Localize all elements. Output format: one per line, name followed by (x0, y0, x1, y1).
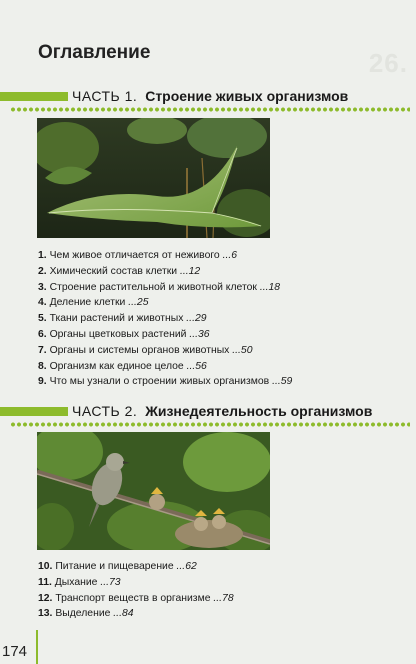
part2-dotted-rule (10, 422, 410, 427)
part2-photo-bird-nest (37, 432, 270, 550)
part1-title: Строение живых организмов (145, 88, 349, 104)
toc-item[interactable]: 12. Транспорт веществ в организме ...78 (38, 592, 234, 604)
toc-item[interactable]: 6. Органы цветковых растений ...36 (38, 328, 210, 340)
part1-number: ЧАСТЬ 1. (72, 88, 138, 104)
part1-label (72, 88, 348, 104)
part2-toc-list (38, 559, 396, 622)
toc-item[interactable]: 3. Строение растительной и животной клеток ...18 (38, 281, 281, 293)
part1-toc-list (38, 248, 396, 390)
toc-item[interactable]: 10. Питание и пищеварение ...62 (38, 561, 197, 572)
page-number-bar (36, 630, 38, 664)
part2-accent-bar (0, 407, 68, 416)
toc-item[interactable]: 11. Дыхание ...73 (38, 576, 121, 588)
leaf-photo-illustration (37, 118, 270, 238)
part1-photo-leaf (37, 118, 270, 238)
toc-item[interactable]: 9. Что мы узнали о строении живых организмов ...59 (38, 376, 293, 388)
toc-item[interactable]: 8. Организм как единое целое ...56 (38, 360, 207, 372)
part2-header (0, 401, 416, 423)
toc-item[interactable]: 4. Деление клетки ...25 (38, 297, 149, 309)
part1-header (0, 86, 416, 108)
toc-item[interactable]: 13. Выделение ...84 (38, 608, 134, 620)
part2-title: Жизнедеятельность организмов (145, 403, 373, 419)
toc-item[interactable]: 1. Чем живое отличается от неживого ...6 (38, 250, 238, 261)
bird-photo-illustration (37, 432, 270, 550)
reverse-page-bleed: 26. (368, 48, 408, 78)
toc-item[interactable]: 7. Органы и системы органов животных ...50 (38, 344, 253, 356)
part1-accent-bar (0, 92, 68, 101)
toc-title: Оглавление (38, 42, 151, 63)
toc-item[interactable]: 2. Химический состав клетки ...12 (38, 265, 201, 277)
part2-number: ЧАСТЬ 2. (72, 403, 138, 419)
page-number: 174 (2, 643, 28, 660)
toc-item[interactable]: 5. Ткани растений и животных ...29 (38, 313, 207, 325)
part1-dotted-rule (10, 107, 410, 112)
part2-label (72, 403, 372, 419)
